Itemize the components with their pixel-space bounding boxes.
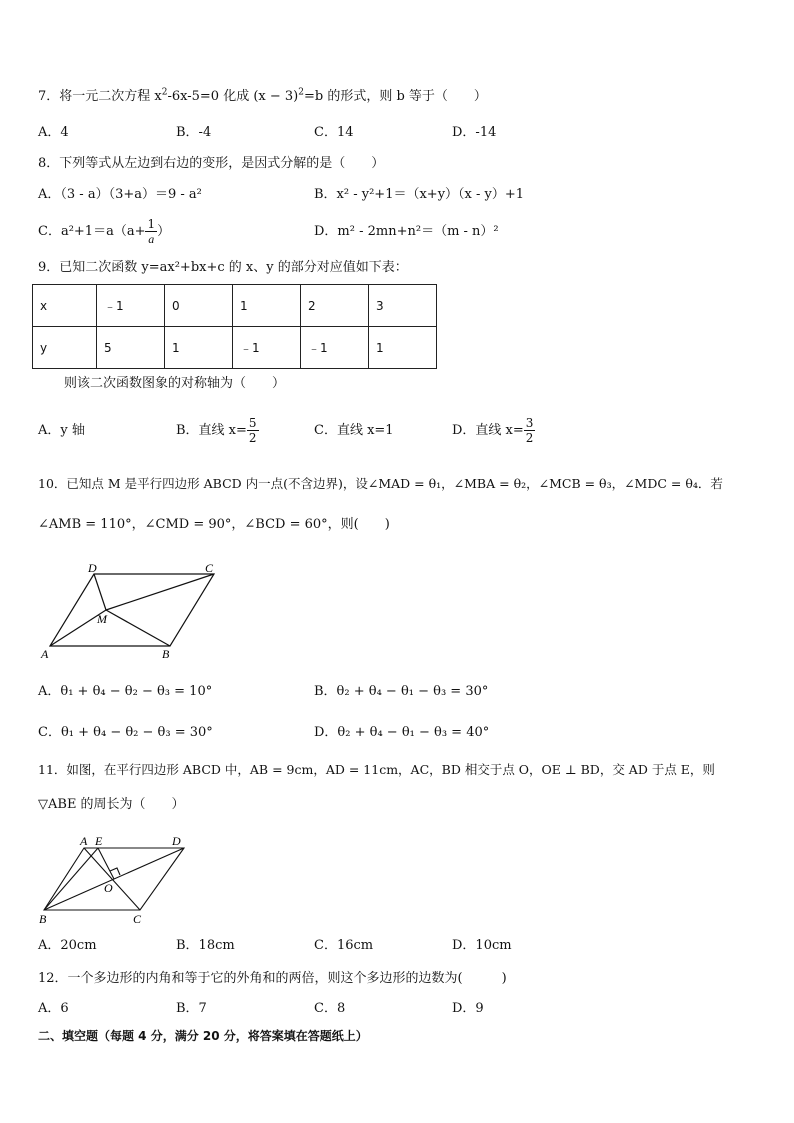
q11-label-c: C: [133, 912, 142, 926]
q8-option-d[interactable]: D．m² - 2mn+n²＝（m - n）²: [314, 224, 499, 239]
q7-stem: [38, 88, 487, 106]
q10-option-d[interactable]: D．θ₂ + θ₄ − θ₁ − θ₃ = 40°: [314, 725, 490, 740]
q11-segment-eo: [98, 848, 114, 879]
q11-stem-line2: ▽ABE 的周长为（ ）: [38, 797, 185, 812]
table-row: [33, 327, 437, 369]
q7-stem-part3: =b 的形式，则 b 等于（ ）: [303, 89, 487, 104]
q9-option-d[interactable]: [452, 410, 535, 452]
q9-option-d-numerator: 3: [525, 416, 534, 430]
q12-option-a[interactable]: A．6: [38, 1001, 69, 1016]
q9-option-c[interactable]: C．直线 x=1: [314, 423, 394, 438]
q10-segment-bm: [106, 610, 170, 646]
q8-option-c-fraction: [145, 217, 157, 246]
q8-stem: 8．下列等式从左边到右边的变形，是因式分解的是（ ）: [38, 156, 385, 171]
q11-stem-line1: 11．如图，在平行四边形 ABCD 中，AB = 9cm，AD = 11cm，AC，BD 相交于点 O，OE ⊥ BD，交 AD 于点 E，则: [38, 762, 715, 777]
q9-option-b-numerator: 5: [248, 416, 257, 430]
q7-option-b[interactable]: B．-4: [176, 125, 212, 140]
q10-option-b[interactable]: B．θ₂ + θ₄ − θ₁ − θ₃ = 30°: [314, 684, 489, 699]
section-2-title: 二、填空题（每题 4 分，满分 20 分，将答案填在答题纸上）: [38, 1029, 368, 1043]
q11-label-b: B: [39, 912, 47, 926]
table-cell: x: [33, 285, 97, 327]
q10-stem-line1: 10．已知点 M 是平行四边形 ABCD 内一点(不含边界)，设∠MAD = θ₁，∠MBA = θ₂，∠MCB = θ₃，∠MDC = θ₄．若: [38, 476, 723, 491]
q10-stem-line2: ∠AMB = 110°，∠CMD = 90°，∠BCD = 60°，则( ): [38, 517, 390, 532]
table-row: [33, 285, 437, 327]
q11-option-a[interactable]: A．20cm: [38, 938, 97, 953]
q9-value-table: [32, 284, 437, 369]
q11-label-d: D: [172, 834, 181, 848]
q12-option-d[interactable]: D．9: [452, 1001, 484, 1016]
q11-label-e: E: [95, 834, 103, 848]
q7-sup1: 2: [161, 87, 168, 98]
table-cell: 1: [233, 285, 301, 327]
q7-stem-part2: -6x-5=0 化成 (x − 3): [167, 89, 299, 104]
q8-option-c-prefix: C．a²+1＝a（a+: [38, 224, 146, 239]
q9-option-d-fraction: [524, 416, 536, 445]
q9-option-d-prefix: D．直线 x=: [452, 423, 524, 438]
q7-option-a[interactable]: A．4: [38, 125, 69, 140]
q8-option-c-numerator: 1: [147, 217, 156, 231]
table-cell: 2: [301, 285, 369, 327]
table-cell: 1: [165, 327, 233, 369]
q9-option-a[interactable]: A．y 轴: [38, 423, 85, 438]
q11-option-c[interactable]: C．16cm: [314, 938, 374, 953]
q8-option-c[interactable]: [38, 214, 170, 250]
table-cell: ﹣1: [97, 285, 165, 327]
q12-option-b[interactable]: B．7: [176, 1001, 207, 1016]
q10-segment-cm: [106, 574, 214, 610]
q9-option-b-prefix: B．直线 x=: [176, 423, 247, 438]
q9-option-b-fraction: [247, 416, 259, 445]
q8-option-b[interactable]: B．x² - y²+1＝（x+y）（x - y）+1: [314, 187, 525, 202]
q7-stem-part1: 7．将一元二次方程 x: [38, 89, 162, 104]
q11-label-o: O: [104, 881, 113, 895]
q9-option-b-denominator: 2: [248, 431, 257, 445]
table-cell: ﹣1: [233, 327, 301, 369]
q10-label-a: A: [41, 647, 49, 661]
q9-stem: 9．已知二次函数 y=ax²+bx+c 的 x、y 的部分对应值如下表：: [38, 260, 408, 275]
q10-label-b: B: [162, 647, 170, 661]
q9-option-b[interactable]: [176, 410, 259, 452]
table-cell: y: [33, 327, 97, 369]
q10-label-m: M: [97, 612, 107, 626]
q7-option-c[interactable]: C．14: [314, 125, 354, 140]
q10-label-d: D: [88, 561, 97, 575]
q8-option-a[interactable]: A．（3 - a）（3+a）＝9 - a²: [38, 187, 202, 202]
q11-option-b[interactable]: B．18cm: [176, 938, 235, 953]
q7-sup2: 2: [298, 87, 304, 98]
q11-parallelogram-figure: [38, 830, 198, 928]
q8-option-c-suffix: ）: [157, 224, 171, 239]
q11-diagonal-ac: [84, 848, 140, 910]
q11-label-a: A: [80, 834, 88, 848]
q10-label-c: C: [205, 561, 214, 575]
q10-parallelogram-figure: [38, 560, 228, 664]
q10-segment-dm: [94, 574, 106, 610]
q10-option-c[interactable]: C．θ₁ + θ₄ − θ₂ − θ₃ = 30°: [38, 725, 213, 740]
q12-stem: 12．一个多边形的内角和等于它的外角和的两倍，则这个多边形的边数为( ): [38, 971, 507, 986]
q10-option-a[interactable]: A．θ₁ + θ₄ − θ₂ − θ₃ = 10°: [38, 684, 213, 699]
table-cell: 3: [369, 285, 437, 327]
q10-parallelogram: [50, 574, 214, 646]
table-cell: 0: [165, 285, 233, 327]
q8-option-c-denominator: a: [148, 232, 155, 246]
table-cell: 5: [97, 327, 165, 369]
q11-segment-be: [44, 848, 98, 910]
table-cell: 1: [369, 327, 437, 369]
q12-option-c[interactable]: C．8: [314, 1001, 346, 1016]
q11-option-d[interactable]: D．10cm: [452, 938, 512, 953]
q7-option-d[interactable]: D．-14: [452, 125, 497, 140]
table-cell: ﹣1: [301, 327, 369, 369]
q9-option-d-denominator: 2: [525, 431, 534, 445]
q9-sub-stem: 则该二次函数图象的对称轴为（ ）: [64, 376, 286, 391]
